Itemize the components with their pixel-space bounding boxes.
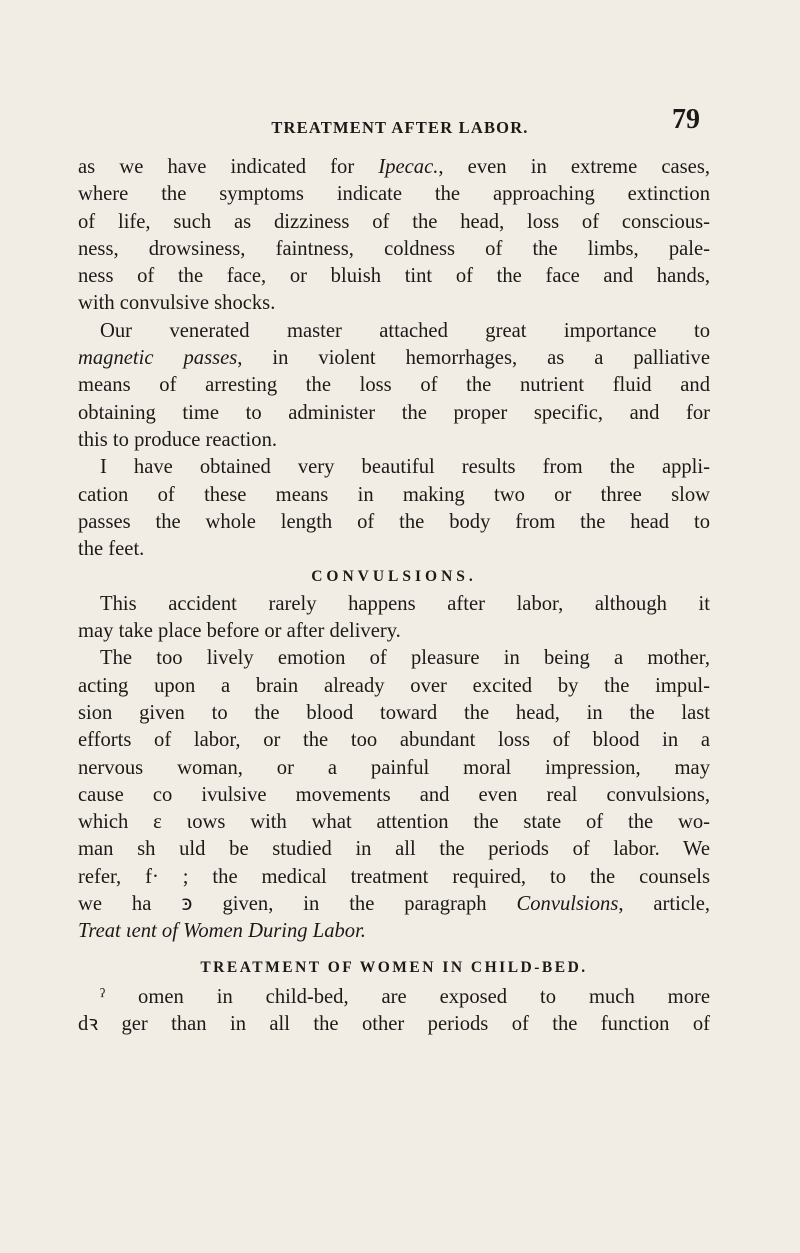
text-line: ˀ omen in child-bed, are exposed to much more xyxy=(100,985,710,1008)
italic-term: Ipecac. xyxy=(378,156,439,178)
text-line: cause co ivulsive movements and even real convulsions, xyxy=(78,783,710,806)
text-line: we ha ꜿ given, in the paragraph Convulsions, article, xyxy=(78,893,710,916)
text-line: where the symptoms indicate the approaching extinction xyxy=(78,183,710,206)
body-text xyxy=(78,154,710,1038)
text-line: with convulsive shocks. xyxy=(78,292,276,315)
text-line: as we have indicated for Ipecac., even in extreme cases, xyxy=(78,156,710,178)
text-line: of life, such as dizziness of the head, loss of conscious- xyxy=(78,210,710,233)
italic-term: magnetic passes xyxy=(78,347,238,370)
page-number: 79 xyxy=(672,104,700,135)
text-line: This accident rarely happens after labor, although it xyxy=(100,592,710,615)
text-line: obtaining time to administer the proper specific, and for xyxy=(78,401,710,424)
text-line: efforts of labor, or the too abundant loss of blood in a xyxy=(78,729,710,752)
text-line: dꝛ ger than in all the other periods of the function of xyxy=(78,1012,710,1035)
text-line: ness, drowsiness, faintness, coldness of the limbs, pale- xyxy=(78,237,710,260)
section-heading-convulsions: CONVULSIONS. xyxy=(311,568,477,586)
text-line: means of arresting the loss of the nutrient fluid and xyxy=(78,374,710,397)
text-line: refer, f· ; the medical treatment required, to the counsels xyxy=(78,865,710,888)
text-line: I have obtained very beautiful results from the appli- xyxy=(100,456,710,479)
italic-term: Convulsions xyxy=(516,893,619,916)
text-line: acting upon a brain already over excited by the impul- xyxy=(78,674,710,697)
text-line: man sh uld be studied in all the periods of labor. We xyxy=(78,838,710,861)
text-line: sion given to the blood toward the head, in the last xyxy=(78,701,710,724)
text-line: passes the whole length of the body from the head to xyxy=(78,510,710,533)
text-line: cation of these means in making two or three slow xyxy=(78,483,710,506)
text-line: magnetic passes, in violent hemorrhages, as a palliative xyxy=(78,347,710,370)
text-line xyxy=(78,918,710,945)
running-title: TREATMENT AFTER LABOR. xyxy=(271,118,529,137)
text-line: this to produce reaction. xyxy=(78,428,278,451)
italic-term: Treat ιent of Women During Labor. xyxy=(78,920,366,943)
text-line: Our venerated master attached great importance to xyxy=(100,319,710,342)
text-line: The too lively emotion of pleasure in being a mother, xyxy=(100,647,710,670)
text-line: may take place before or after delivery. xyxy=(78,620,401,643)
text-line: ness of the face, or bluish tint of the face and hands, xyxy=(78,265,710,288)
text-line: the feet. xyxy=(78,538,145,561)
section-heading-child-bed: TREATMENT OF WOMEN IN CHILD-BED. xyxy=(200,958,588,976)
text-line: which ε ιows with what attention the state of the wo- xyxy=(78,811,710,834)
text-line: nervous woman, or a painful moral impression, may xyxy=(78,756,710,779)
